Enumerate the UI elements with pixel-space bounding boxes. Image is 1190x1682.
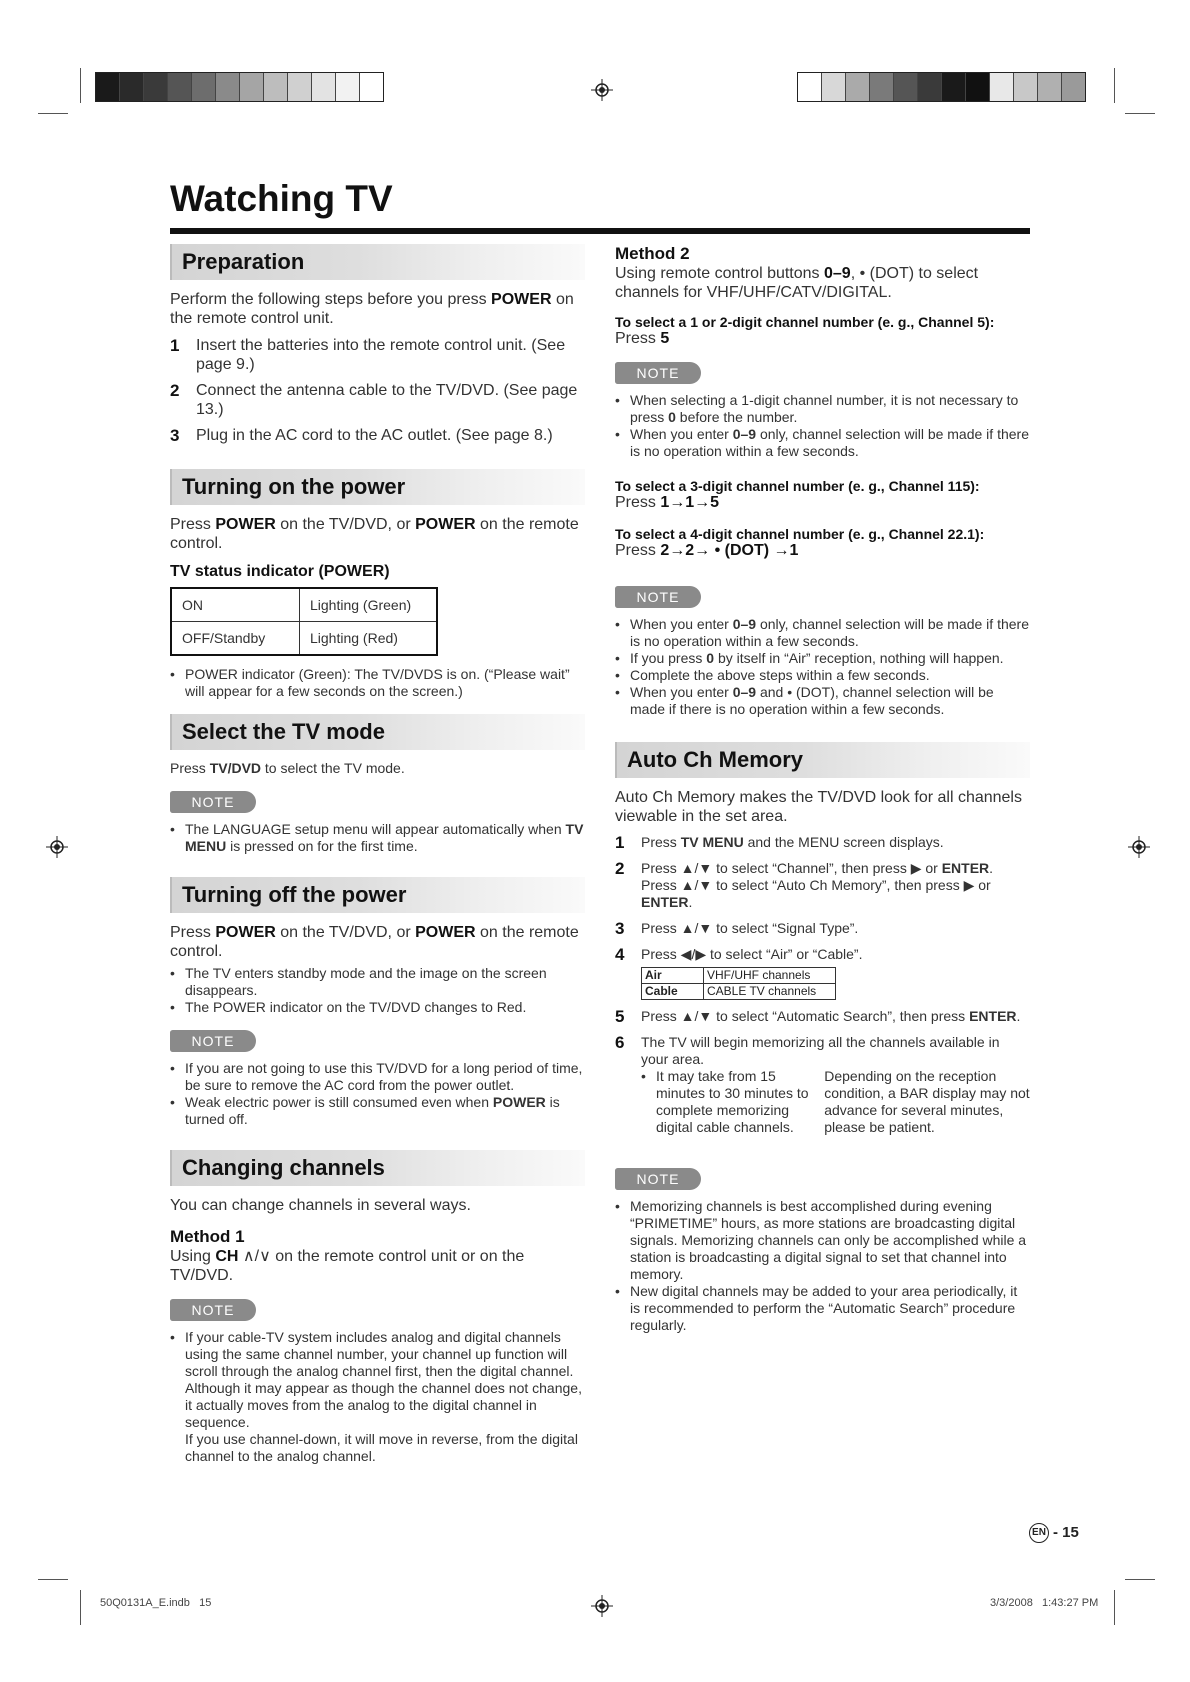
list-item: • It may take from 15 minutes to 30 minutes to complete memorizing digital cable channels. Depending on the reception condition, a BAR display may not advance for several minutes, please be patient.: [641, 1068, 1030, 1136]
changing-channels-heading: Changing channels: [170, 1150, 585, 1186]
tv-mode-notes: [170, 821, 585, 855]
table-row: ON Lighting (Green): [171, 588, 437, 622]
list-item: • Weak electric power is still consumed even when POWER is turned off.: [170, 1094, 585, 1128]
list-item: 1 Insert the batteries into the remote control unit. (See page 9.): [170, 336, 566, 373]
power-off-text: Press POWER on the TV/DVD, or POWER on the remote control.: [170, 924, 579, 960]
list-item: 2 Press ▲/▼ to select “Channel”, then press ▶ or ENTER. Press ▲/▼ to select “Auto Ch Memory”, then press ▶ or ENTER.: [615, 859, 994, 910]
indicator-heading: TV status indicator (POWER): [170, 563, 390, 580]
page-number: EN - 15: [1029, 1523, 1079, 1543]
note-icon: NOTE: [170, 791, 256, 813]
trim-mark: [38, 113, 68, 114]
trim-mark: [80, 1590, 81, 1625]
select-1-2-digit-heading: To select a 1 or 2-digit channel number (e. g., Channel 5):: [615, 314, 995, 330]
registration-mark-top-icon: [591, 79, 613, 101]
color-bar-right: [797, 72, 1086, 102]
registration-mark-bottom-icon: [591, 1595, 613, 1617]
auto-notes: [615, 1198, 1030, 1334]
power-indicator-table: [170, 587, 438, 656]
list-item: • When you enter 0–9 and • (DOT), channel selection will be made if there is no operation within a few seconds.: [615, 684, 1030, 718]
power-off-bullets: [170, 965, 585, 1016]
signal-type-table: [641, 967, 836, 1000]
method2-heading: Method 2: [615, 244, 690, 263]
list-item: • Complete the above steps within a few seconds.: [615, 667, 1030, 684]
list-item: 2 Connect the antenna cable to the TV/DVD. (See page 13.): [170, 381, 578, 418]
power-on-heading: Turning on the power: [170, 469, 585, 505]
list-item: • If your cable-TV system includes analog and digital channels using the same channel number, your channel up function will scroll through the analog channel first, then the digital channel. Although it may appear as though the channel does not change, it actually moves from the analog to the digital channel in sequence. If you use channel-down, it will move in reverse, from the digital channel to the analog channel.: [170, 1329, 585, 1465]
power-off-notes: [170, 1060, 585, 1128]
list-item: • When selecting a 1-digit channel number, it is not necessary to press 0 before the number.: [615, 392, 1030, 426]
trim-mark: [80, 68, 81, 103]
list-item: 3 Plug in the AC cord to the AC outlet. (See page 8.): [170, 426, 553, 445]
list-item: 1 Press TV MENU and the MENU screen displays.: [615, 833, 944, 852]
select-3-digit-heading: To select a 3-digit channel number (e. g., Channel 115):: [615, 478, 980, 494]
select-4-digit-heading: To select a 4-digit channel number (e. g., Channel 22.1):: [615, 526, 985, 542]
auto-steps: [615, 834, 1030, 963]
trim-mark: [1114, 68, 1115, 103]
tv-mode-text: Press TV/DVD to select the TV mode.: [170, 760, 405, 776]
auto-step6-bullets: [641, 1068, 1030, 1136]
print-timestamp: 3/3/2008 1:43:27 PM: [990, 1597, 1099, 1609]
method1-heading: Method 1: [170, 1227, 245, 1246]
list-item: • New digital channels may be added to your area periodically, it is recommended to perform the “Automatic Search” procedure regularly.: [615, 1283, 1030, 1334]
list-item: • The TV enters standby mode and the image on the screen disappears.: [170, 965, 585, 999]
auto-ch-memory-heading: Auto Ch Memory: [615, 742, 1030, 778]
list-item: • The POWER indicator on the TV/DVD changes to Red.: [170, 999, 585, 1016]
note-icon: NOTE: [615, 362, 701, 384]
channels-intro: You can change channels in several ways.: [170, 1197, 471, 1214]
note-icon: NOTE: [615, 586, 701, 608]
preparation-heading: Preparation: [170, 244, 585, 280]
list-item: 5 Press ▲/▼ to select “Automatic Search”, then press ENTER.: [615, 1007, 1021, 1026]
language-badge-icon: EN: [1029, 1523, 1049, 1543]
list-item: • The LANGUAGE setup menu will appear automatically when TV MENU is pressed on for the first time.: [170, 821, 585, 855]
trim-mark: [1114, 1590, 1115, 1625]
print-file-name: 50Q0131A_E.indb 15: [100, 1597, 212, 1609]
note-icon: NOTE: [170, 1030, 256, 1052]
right-column: [615, 244, 1030, 1334]
list-item: • When you enter 0–9 only, channel selection will be made if there is no operation within a few seconds.: [615, 426, 1030, 460]
registration-mark-left-icon: [46, 836, 68, 858]
method2-notes-a: [615, 392, 1030, 460]
note-icon: NOTE: [615, 1168, 701, 1190]
left-column: [170, 244, 585, 1465]
channels-notes: [170, 1329, 585, 1465]
method2-text: Using remote control buttons 0–9, • (DOT) to select channels for VHF/UHF/CATV/DIGITAL.: [615, 265, 979, 301]
table-row: Cable CABLE TV channels: [642, 984, 836, 1000]
select-1-2-digit-text: Press 5: [615, 330, 670, 347]
trim-mark: [1125, 113, 1155, 114]
list-item: • When you enter 0–9 only, channel selection will be made if there is no operation within a few seconds.: [615, 616, 1030, 650]
color-bar-left: [95, 72, 384, 102]
power-on-text: Press POWER on the TV/DVD, or POWER on the remote control.: [170, 516, 579, 552]
method1-text: Using CH ∧/∨ on the remote control unit or on the TV/DVD.: [170, 1248, 525, 1284]
title-rule: [170, 228, 1030, 234]
select-4-digit-text: Press 2→2→ • (DOT) →1: [615, 542, 799, 559]
tv-mode-heading: Select the TV mode: [170, 714, 585, 750]
trim-mark: [1125, 1579, 1155, 1580]
note-icon: NOTE: [170, 1299, 256, 1321]
select-3-digit-text: Press 1→1→5: [615, 494, 720, 511]
list-item: • POWER indicator (Green): The TV/DVDS is on. (“Please wait” will appear for a few seconds on the screen.): [170, 666, 585, 700]
table-row: OFF/Standby Lighting (Red): [171, 622, 437, 656]
auto-steps-cont: [615, 1008, 1030, 1145]
auto-intro: Auto Ch Memory makes the TV/DVD look for all channels viewable in the set area.: [615, 789, 1022, 825]
list-item: 4 Press ◀/▶ to select “Air” or “Cable”.: [615, 945, 863, 964]
list-item: 6 The TV will begin memorizing all the channels available in your area. • It may take from 15 minutes to 30 minutes to complete memorizing digital cable channels. Depending on the reception condition, a BAR display may not advance for several minutes, please be patient.: [615, 1034, 1030, 1145]
table-row: Air VHF/UHF channels: [642, 968, 836, 984]
list-item: • If you are not going to use this TV/DVD for a long period of time, be sure to remove the AC cord from the power outlet.: [170, 1060, 585, 1094]
power-off-heading: Turning off the power: [170, 877, 585, 913]
registration-mark-right-icon: [1128, 836, 1150, 858]
list-item: • Memorizing channels is best accomplished during evening “PRIMETIME” hours, as more stations are broadcasting digital signals. Memorizing channels can only be accomplished while a station is broadcasting a digital signal to set that channel into memory.: [615, 1198, 1030, 1283]
list-item: • If you press 0 by itself in “Air” reception, nothing will happen.: [615, 650, 1030, 667]
power-on-bullets: [170, 666, 585, 700]
page-title: Watching TV: [170, 178, 393, 219]
method2-notes-b: [615, 616, 1030, 718]
preparation-intro: Perform the following steps before you press POWER on the remote control unit.: [170, 291, 574, 327]
list-item: 3 Press ▲/▼ to select “Signal Type”.: [615, 919, 859, 938]
preparation-steps: [170, 336, 585, 445]
trim-mark: [38, 1579, 68, 1580]
